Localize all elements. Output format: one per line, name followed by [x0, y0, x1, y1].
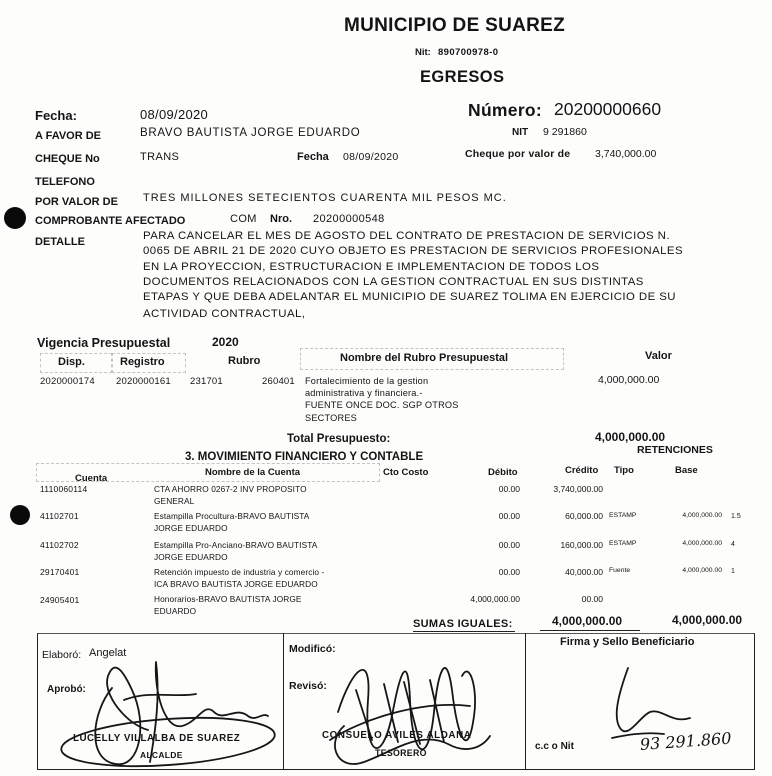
total-presupuesto-value: 4,000,000.00 — [595, 430, 666, 444]
movement-debit: 00.00 — [498, 484, 520, 494]
movement-account-name-line: JORGE EDUARDO — [154, 523, 228, 533]
nro-value: 20200000548 — [313, 213, 385, 225]
movement-account-name-line: GENERAL — [154, 496, 195, 506]
comprobante-tipo: COM — [230, 213, 257, 225]
tesorero-name: CONSUELO AVILES ALDANA — [322, 730, 472, 741]
cheque-valor-value: 3,740,000.00 — [595, 148, 657, 160]
budget-rubro-name-line: Fortalecimiento de la gestion — [305, 376, 429, 386]
sumas-iguales-label: SUMAS IGUALES: — [413, 618, 513, 630]
col-nombre-rubro: Nombre del Rubro Presupuestal — [340, 352, 509, 364]
elaboro-value: Angelat — [89, 647, 127, 659]
detalle-line: 0065 DE ABRIL 21 DE 2020 CUYO OBJETO ES PRESTACION DE SERVICIOS PROFESIONALES — [143, 245, 684, 257]
movement-credit: 40,000.00 — [565, 567, 603, 577]
movement-credit: 60,000.00 — [565, 511, 603, 521]
movement-account-name-line: CTA AHORRO 0267-2 INV PROPOSITO — [154, 484, 307, 494]
fecha-label: Fecha: — [35, 108, 77, 123]
movement-account: 24905401 — [40, 595, 80, 605]
cheque-label: CHEQUE No — [35, 153, 100, 165]
por-valor-label: POR VALOR DE — [35, 196, 118, 208]
movement-credit: 3,740,000.00 — [553, 484, 603, 494]
sumas-credito: 4,000,000.00 — [672, 613, 743, 627]
punch-hole-mark — [10, 505, 30, 525]
signature-box-divider — [525, 633, 526, 770]
movement-account: 1110060114 — [40, 484, 88, 494]
movement-retention-type: ESTAMP — [609, 540, 637, 547]
nit-value: 9 291860 — [543, 126, 587, 138]
movement-account: 41102702 — [40, 540, 79, 550]
vigencia-label: Vigencia Presupuestal — [37, 336, 171, 350]
movement-account-name-line: EDUARDO — [154, 606, 197, 616]
movement-account-name-line: Estampilla Procultura-BRAVO BAUTISTA — [154, 511, 310, 521]
col-tipo: Tipo — [614, 465, 634, 476]
entity-nit: 890700978-0 — [438, 47, 499, 58]
modifico-label: Modificó: — [289, 643, 336, 655]
punch-hole-mark — [4, 207, 26, 229]
comprobante-label: COMPROBANTE AFECTADO — [35, 215, 186, 227]
movement-credit: 160,000.00 — [560, 540, 603, 550]
budget-valor: 4,000,000.00 — [598, 374, 660, 386]
sumas-underline — [540, 630, 640, 631]
col-debito: Débito — [488, 467, 518, 478]
detalle-line: DOCUMENTOS RELACIONADOS CON LA GESTION CONTRACTUAL EN SUS DISTINTAS — [143, 276, 644, 288]
budget-registro: 2020000161 — [116, 376, 171, 387]
entity-title: MUNICIPIO DE SUAREZ — [344, 15, 566, 36]
cheque-fecha-value: 08/09/2020 — [343, 151, 399, 163]
movement-account-name-line: JORGE EDUARDO — [154, 552, 228, 562]
budget-rubro-name-line: SECTORES — [305, 413, 357, 423]
col-cto-costo: Cto Costo — [383, 467, 429, 478]
signature-box-divider — [283, 633, 284, 770]
document-type: EGRESOS — [420, 68, 505, 86]
entity-nit-label: Nit: — [415, 47, 431, 58]
col-valor: Valor — [645, 350, 672, 362]
movement-account-name-line: Honorarios-BRAVO BAUTISTA JORGE — [154, 594, 302, 604]
movement-account: 29170401 — [40, 567, 80, 577]
alcalde-role: ALCALDE — [140, 750, 183, 760]
detalle-line: EN LA PROYECCION, ESTRUCTURACION E IMPLEMENTACION DE TODOS LOS — [143, 261, 600, 273]
movement-account-name-line: ICA BRAVO BAUTISTA JORGE EDUARDO — [154, 579, 318, 589]
movement-retention-base: 4,000,000.00 — [682, 512, 722, 519]
nro-label: Nro. — [270, 213, 292, 225]
detalle-line: ACTIVIDAD CONTRACTUAL, — [143, 308, 306, 320]
movement-account: 41102701 — [40, 511, 79, 521]
fecha-value: 08/09/2020 — [140, 107, 209, 122]
detalle-line: PARA CANCELAR EL MES DE AGOSTO DEL CONTRATO DE PRESTACION DE SERVICIOS N. — [143, 230, 670, 242]
detalle-line: ETAPAS Y QUE DEBA ADELANTAR EL MUNICIPIO DE SUAREZ TOLIMA EN EJERCICIO DE SU — [143, 291, 676, 303]
budget-rubro: 231701 — [190, 376, 223, 387]
cc-nit-label: c.c o Nit — [535, 741, 574, 752]
sumas-debito: 4,000,000.00 — [552, 614, 623, 628]
movement-retention-base: 4,000,000.00 — [682, 567, 722, 574]
cheque-valor-label: Cheque por valor de — [465, 148, 571, 160]
col-disp: Disp. — [58, 356, 85, 368]
telefono-label: TELEFONO — [35, 176, 95, 188]
budget-rubro-name-line: administrativa y financiera.- — [305, 388, 423, 398]
budget-codigo: 260401 — [262, 376, 295, 387]
cheque-fecha-label: Fecha — [297, 151, 329, 163]
movement-retention-rate: 1 — [731, 568, 735, 575]
elaboro-label: Elaboró: — [42, 649, 82, 661]
movement-debit: 00.00 — [498, 567, 520, 577]
movement-account-name-line: Estampilla Pro-Anciano-BRAVO BAUTISTA — [154, 540, 318, 550]
numero-value: 20200000660 — [554, 99, 662, 119]
sumas-underline — [413, 631, 515, 632]
alcalde-name: LUCELLY VILLALBA DE SUAREZ — [73, 733, 241, 744]
col-nombre-cuenta: Nombre de la Cuenta — [205, 467, 301, 478]
movement-retention-rate: 4 — [731, 541, 735, 548]
aprobo-label: Aprobó: — [47, 684, 86, 695]
movement-title: 3. MOVIMIENTO FINANCIERO Y CONTABLE — [185, 451, 424, 463]
beneficiary-label: A FAVOR DE — [35, 130, 102, 142]
detalle-label: DETALLE — [35, 236, 85, 248]
movement-debit: 00.00 — [498, 511, 520, 521]
movement-debit: 00.00 — [498, 540, 520, 550]
budget-disp: 2020000174 — [40, 376, 95, 387]
col-base: Base — [675, 465, 698, 476]
tesorero-role: TESORERO — [375, 748, 427, 758]
vigencia-value: 2020 — [212, 335, 239, 349]
beneficiary-value: BRAVO BAUTISTA JORGE EDUARDO — [140, 127, 361, 139]
col-credito: Crédito — [565, 465, 599, 476]
movement-debit: 4,000,000.00 — [470, 594, 520, 604]
nit-label: NIT — [512, 127, 529, 138]
reviso-label: Revisó: — [289, 680, 327, 692]
col-registro: Registro — [120, 356, 165, 368]
beneficiario-label: Firma y Sello Beneficiario — [560, 636, 695, 648]
movement-retention-type: Fuente — [609, 567, 631, 574]
movement-retention-rate: 1.5 — [731, 513, 741, 520]
movement-credit: 00.00 — [581, 594, 603, 604]
movement-retention-base: 4,000,000.00 — [682, 540, 722, 547]
col-cuenta: Cuenta — [75, 473, 108, 484]
retenciones-label: RETENCIONES — [637, 444, 713, 456]
cc-nit-handwritten: 93 291.860 — [639, 728, 733, 754]
col-rubro: Rubro — [228, 355, 261, 367]
movement-account-name-line: Retención impuesto de industria y comercio - — [154, 567, 325, 577]
budget-rubro-name-line: FUENTE ONCE DOC. SGP OTROS — [305, 400, 459, 410]
por-valor-value: TRES MILLONES SETECIENTOS CUARENTA MIL PESOS MC. — [143, 192, 507, 204]
total-presupuesto-label: Total Presupuesto: — [287, 433, 391, 445]
numero-label: Número: — [468, 100, 543, 120]
cheque-value: TRANS — [140, 151, 180, 163]
movement-retention-type: ESTAMP — [609, 512, 637, 519]
